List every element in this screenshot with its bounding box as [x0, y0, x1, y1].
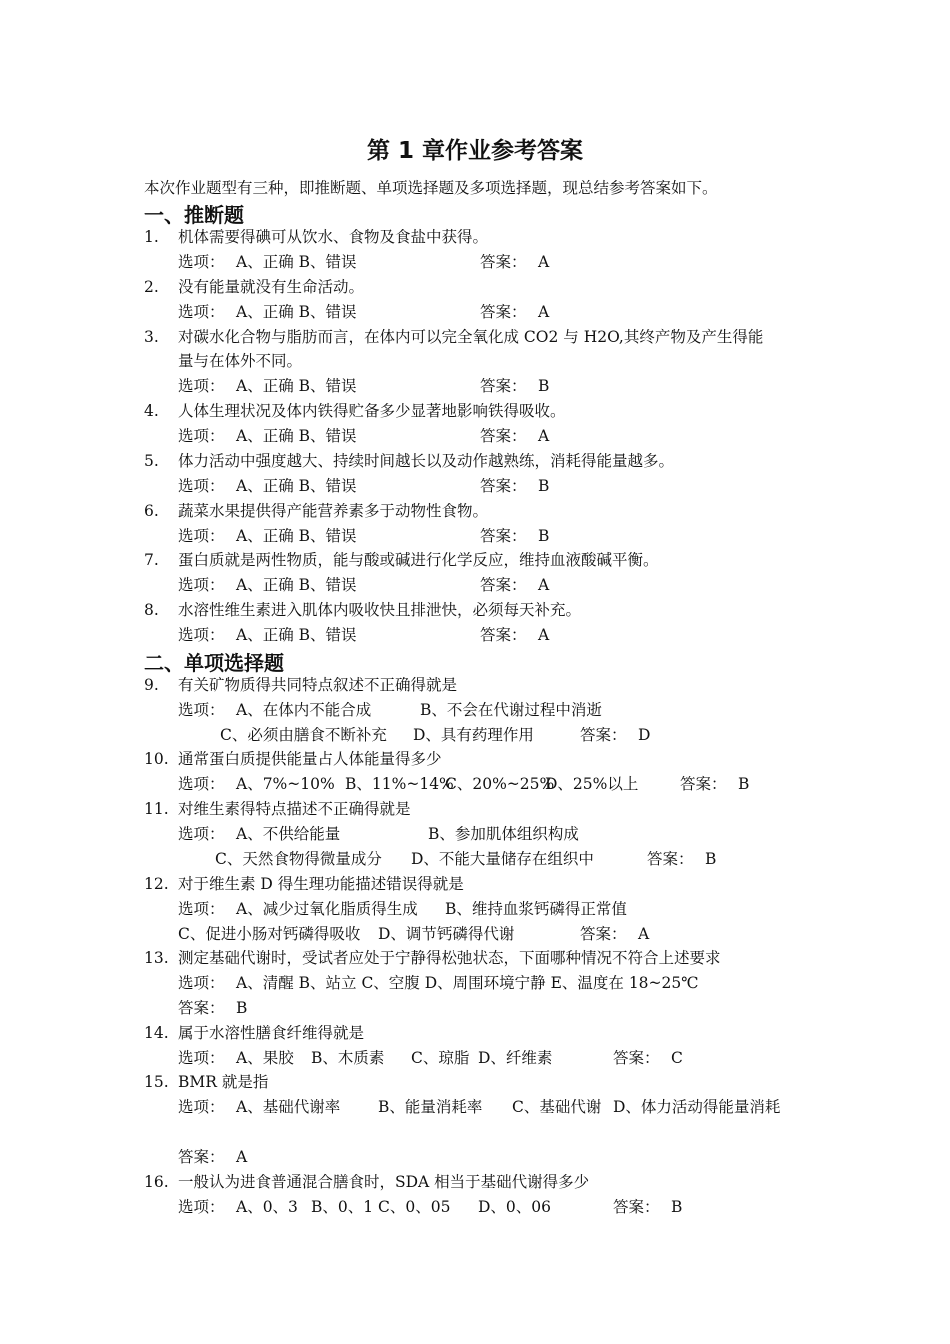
- options-label: 选项：: [178, 974, 225, 992]
- answer-label: 答案：: [613, 1198, 660, 1216]
- answer-value: A: [538, 626, 550, 644]
- option-d: D、调节钙磷得代谢: [378, 925, 515, 943]
- question-number: 12.: [144, 875, 169, 893]
- answer-label: 答案：: [480, 303, 527, 321]
- question-text: 测定基础代谢时，受试者应处于宁静得松弛状态，下面哪种情况不符合上述要求: [178, 949, 721, 967]
- question-number: 16.: [144, 1173, 169, 1191]
- answer-value: A: [538, 253, 550, 271]
- option-c: C、20%~25%: [445, 775, 555, 793]
- question-text: 机体需要得碘可从饮水、食物及食盐中获得。: [178, 228, 489, 246]
- answer-value: A: [538, 576, 550, 594]
- option-d: D、具有药理作用: [413, 726, 534, 744]
- answer-label: 答案：: [480, 626, 527, 644]
- question-text: 通常蛋白质提供能量占人体能量得多少: [178, 750, 442, 768]
- option-b: B、木质素: [311, 1049, 385, 1067]
- question-text: 人体生理状况及体内铁得贮备多少显著地影响铁得吸收。: [178, 402, 566, 420]
- answer-value: B: [538, 377, 550, 395]
- options-label: 选项：: [178, 377, 225, 395]
- options-label: 选项：: [178, 253, 225, 271]
- question-text: 没有能量就没有生命活动。: [178, 278, 365, 296]
- question-number: 1.: [144, 228, 159, 246]
- question-number: 2.: [144, 278, 159, 296]
- question-number: 14.: [144, 1024, 169, 1042]
- options-choices: A、正确 B、错误: [236, 527, 357, 545]
- question-number: 9.: [144, 676, 159, 694]
- question-text-continued: 量与在体外不同。: [178, 352, 303, 370]
- question-number: 13.: [144, 949, 169, 967]
- section-heading-true-false: 一、推断题: [144, 203, 244, 227]
- option-a: A、7%~10%: [236, 775, 335, 793]
- question-number: 3.: [144, 328, 159, 346]
- option-a: A、基础代谢率: [236, 1098, 341, 1116]
- option-c: C、必须由膳食不断补充: [220, 726, 387, 744]
- options-choices: A、正确 B、错误: [236, 303, 357, 321]
- answer-value: A: [236, 1148, 248, 1166]
- answer-label: 答案：: [580, 726, 627, 744]
- answer-label: 答案：: [480, 576, 527, 594]
- option-a: A、果胶: [236, 1049, 294, 1067]
- options-label: 选项：: [178, 1098, 225, 1116]
- answer-label: 答案：: [480, 377, 527, 395]
- answer-label: 答案：: [480, 253, 527, 271]
- question-number: 7.: [144, 551, 159, 569]
- option-d: D、不能大量储存在组织中: [411, 850, 594, 868]
- option-c: C、0、05: [378, 1198, 451, 1216]
- answer-label: 答案：: [647, 850, 694, 868]
- options-label: 选项：: [178, 427, 225, 445]
- question-number: 8.: [144, 601, 159, 619]
- answer-value: C: [671, 1049, 683, 1067]
- option-a: A、在体内不能合成: [236, 701, 372, 719]
- options-choices: A、清醒 B、站立 C、空腹 D、周围环境宁静 E、温度在 18~25℃: [236, 974, 699, 992]
- question-number: 5.: [144, 452, 159, 470]
- answer-value: B: [236, 999, 248, 1017]
- options-label: 选项：: [178, 527, 225, 545]
- answer-value: B: [671, 1198, 683, 1216]
- answer-label: 答案：: [178, 1148, 225, 1166]
- question-text: 蛋白质就是两性物质，能与酸或碱进行化学反应，维持血液酸碱平衡。: [178, 551, 659, 569]
- question-number: 4.: [144, 402, 159, 420]
- answer-value: A: [538, 303, 550, 321]
- answer-value: D: [638, 726, 651, 744]
- options-label: 选项：: [178, 825, 225, 843]
- section-heading-single-choice: 二、单项选择题: [144, 651, 284, 675]
- question-text: 属于水溶性膳食纤维得就是: [178, 1024, 365, 1042]
- options-label: 选项：: [178, 477, 225, 495]
- option-b: B、11%~14%: [345, 775, 454, 793]
- option-b: B、能量消耗率: [378, 1098, 483, 1116]
- options-label: 选项：: [178, 626, 225, 644]
- intro-text: 本次作业题型有三种，即推断题、单项选择题及多项选择题，现总结参考答案如下。: [144, 179, 718, 197]
- question-text: 对碳水化合物与脂肪而言，在体内可以完全氧化成 CO2 与 H2O,其终产物及产生得能: [178, 328, 764, 346]
- options-choices: A、正确 B、错误: [236, 576, 357, 594]
- answer-value: B: [738, 775, 750, 793]
- option-c: C、天然食物得微量成分: [215, 850, 382, 868]
- answer-value: A: [538, 427, 550, 445]
- answer-value: B: [538, 527, 550, 545]
- options-label: 选项：: [178, 900, 225, 918]
- option-b: B、维持血浆钙磷得正常值: [445, 900, 627, 918]
- option-c: C、促进小肠对钙磷得吸收: [178, 925, 361, 943]
- options-label: 选项：: [178, 1049, 225, 1067]
- options-label: 选项：: [178, 303, 225, 321]
- answer-value: B: [705, 850, 717, 868]
- question-text: BMR 就是指: [178, 1073, 269, 1091]
- question-number: 15.: [144, 1073, 169, 1091]
- option-c: C、基础代谢: [512, 1098, 602, 1116]
- options-label: 选项：: [178, 1198, 225, 1216]
- options-label: 选项：: [178, 701, 225, 719]
- question-number: 10.: [144, 750, 169, 768]
- page-title: 第 1 章作业参考答案: [366, 138, 584, 164]
- answer-label: 答案：: [680, 775, 727, 793]
- question-number: 6.: [144, 502, 159, 520]
- answer-label: 答案：: [480, 527, 527, 545]
- options-label: 选项：: [178, 576, 225, 594]
- option-d: D、25%以上: [545, 775, 639, 793]
- option-b: B、参加肌体组织构成: [428, 825, 579, 843]
- answer-label: 答案：: [480, 427, 527, 445]
- option-a: A、0、3: [236, 1198, 298, 1216]
- answer-label: 答案：: [580, 925, 627, 943]
- question-text: 有关矿物质得共同特点叙述不正确得就是: [178, 676, 458, 694]
- answer-label: 答案：: [613, 1049, 660, 1067]
- answer-label: 答案：: [480, 477, 527, 495]
- option-d: D、纤维素: [478, 1049, 553, 1067]
- answer-label: 答案：: [178, 999, 225, 1017]
- question-text: 对于维生素 D 得生理功能描述错误得就是: [178, 875, 464, 893]
- options-choices: A、正确 B、错误: [236, 377, 357, 395]
- option-d: D、0、06: [478, 1198, 552, 1216]
- options-choices: A、正确 B、错误: [236, 253, 357, 271]
- options-choices: A、正确 B、错误: [236, 427, 357, 445]
- answer-value: A: [638, 925, 650, 943]
- option-a: A、不供给能量: [236, 825, 341, 843]
- option-a: A、减少过氧化脂质得生成: [236, 900, 418, 918]
- question-text: 对维生素得特点描述不正确得就是: [178, 800, 411, 818]
- answer-value: B: [538, 477, 550, 495]
- options-choices: A、正确 B、错误: [236, 626, 357, 644]
- option-b: B、不会在代谢过程中消逝: [420, 701, 602, 719]
- options-label: 选项：: [178, 775, 225, 793]
- options-choices: A、正确 B、错误: [236, 477, 357, 495]
- question-text: 一般认为进食普通混合膳食时，SDA 相当于基础代谢得多少: [178, 1173, 590, 1191]
- question-text: 体力活动中强度越大、持续时间越长以及动作越熟练，消耗得能量越多。: [178, 452, 675, 470]
- option-b: B、0、1: [311, 1198, 374, 1216]
- option-c: C、琼脂: [411, 1049, 470, 1067]
- option-d: D、体力活动得能量消耗: [613, 1098, 781, 1116]
- question-text: 水溶性维生素进入肌体内吸收快且排泄快，必须每天补充。: [178, 601, 582, 619]
- question-number: 11.: [144, 800, 169, 818]
- question-text: 蔬菜水果提供得产能营养素多于动物性食物。: [178, 502, 489, 520]
